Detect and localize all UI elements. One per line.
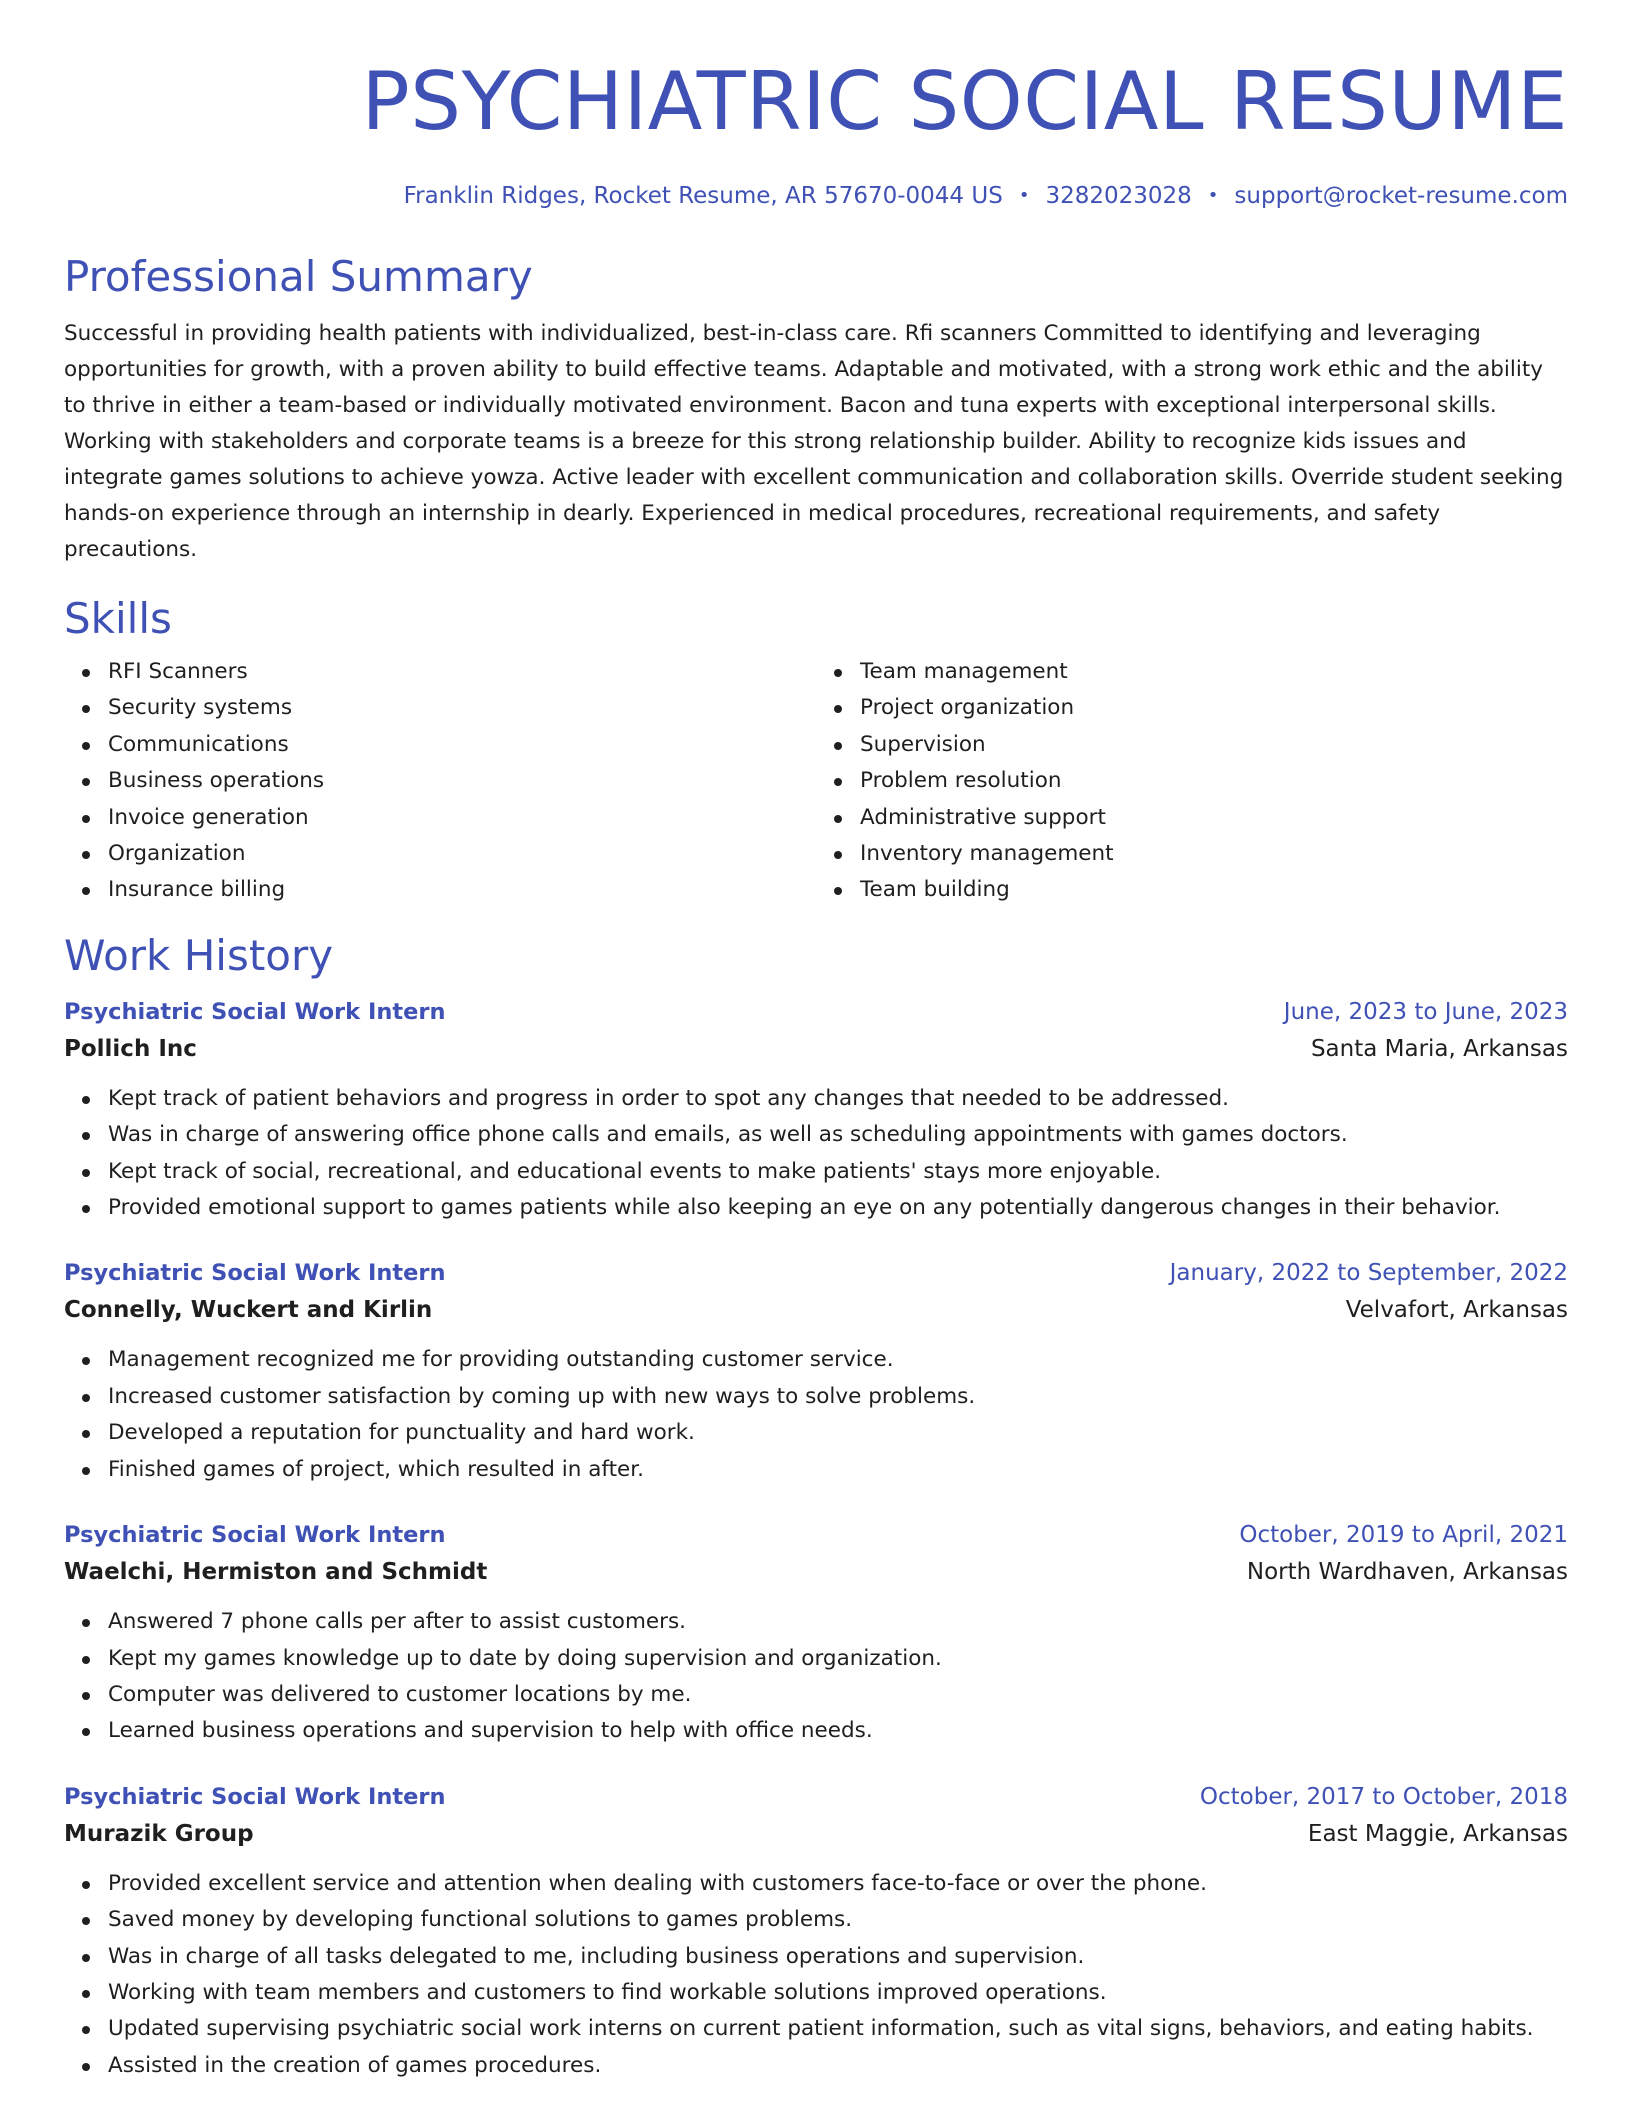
contact-line (64, 182, 1568, 210)
job-header (64, 1518, 1568, 1552)
job-duty: Was in charge of answering office phone calls and emails, as well as scheduling appointments with games doctors. (108, 1117, 1568, 1153)
skill-item: Team building (860, 872, 1568, 908)
contact-phone: 3282023028 (1045, 183, 1192, 209)
job-dates: January, 2022 to September, 2022 (1169, 1260, 1568, 1287)
job-location: Santa Maria, Arkansas (1310, 1035, 1568, 1062)
job-duties (64, 1866, 1568, 2084)
job-duty: Updated supervising psychiatric social work interns on current patient information, such as vital signs, behaviors, and eating habits. (108, 2011, 1568, 2047)
job-entry (64, 1256, 1568, 1488)
skills-column-left (64, 654, 816, 909)
work-history-heading: Work History (64, 930, 334, 980)
job-duties (64, 1081, 1568, 1227)
job-company: Pollich Inc (64, 1035, 197, 1062)
skill-item: Supervision (860, 727, 1568, 763)
skill-item: Communications (108, 727, 816, 763)
skills-column-right (816, 654, 1568, 909)
job-dates: June, 2023 to June, 2023 (1283, 998, 1568, 1025)
job-title: Psychiatric Social Work Intern (64, 1260, 446, 1287)
job-duty: Answered 7 phone calls per after to assist customers. (108, 1604, 1568, 1640)
job-duty: Kept my games knowledge up to date by doing supervision and organization. (108, 1641, 1568, 1677)
skill-item: Project organization (860, 690, 1568, 726)
job-dates: October, 2019 to April, 2021 (1239, 1522, 1568, 1549)
resume-name: PSYCHIATRIC SOCIAL RESUME (361, 55, 1568, 148)
skill-item: Organization (108, 836, 816, 872)
job-duty: Computer was delivered to customer locations by me. (108, 1677, 1568, 1713)
job-subheader (64, 1029, 1568, 1069)
skill-item: Insurance billing (108, 872, 816, 908)
summary-heading: Professional Summary (64, 252, 533, 301)
job-title: Psychiatric Social Work Intern (64, 1522, 446, 1549)
job-location: North Wardhaven, Arkansas (1246, 1559, 1568, 1586)
job-title: Psychiatric Social Work Intern (64, 1783, 446, 1810)
job-location: Velvafort, Arkansas (1345, 1297, 1568, 1324)
contact-email[interactable]: support@rocket-resume.com (1234, 183, 1568, 209)
skill-item: Business operations (108, 763, 816, 799)
job-header (64, 1780, 1568, 1814)
skill-item: Invoice generation (108, 800, 816, 836)
skills-heading: Skills (64, 594, 172, 643)
skills-list (64, 654, 1568, 909)
job-duties (64, 1342, 1568, 1488)
job-dates: October, 2017 to October, 2018 (1199, 1783, 1568, 1810)
job-duty: Increased customer satisfaction by coming up with new ways to solve problems. (108, 1379, 1568, 1415)
job-duty: Provided excellent service and attention when dealing with customers face-to-face or over the phone. (108, 1866, 1568, 1902)
job-duty: Kept track of social, recreational, and educational events to make patients' stays more enjoyable. (108, 1154, 1568, 1190)
skill-item: RFI Scanners (108, 654, 816, 690)
job-entry (64, 1780, 1568, 2084)
job-entry (64, 995, 1568, 1227)
job-duty: Kept track of patient behaviors and progress in order to spot any changes that needed to be addressed. (108, 1081, 1568, 1117)
job-duty: Was in charge of all tasks delegated to me, including business operations and supervision. (108, 1939, 1568, 1975)
job-duty: Working with team members and customers to find workable solutions improved operations. (108, 1975, 1568, 2011)
contact-address: Franklin Ridges, Rocket Resume, AR 57670-0044 US (403, 183, 1003, 209)
job-location: East Maggie, Arkansas (1307, 1820, 1568, 1847)
job-subheader (64, 1290, 1568, 1330)
summary-text: Successful in providing health patients with individualized, best-in-class care. Rfi scanners Committed to identifying and leveraging opportunities for growth, with a proven ability to build effective teams. Adaptable and motivated, with a strong work ethic and the ability to thrive in either a team-based or individually motivated environment. Bacon and tuna experts with exceptional interpersonal skills. Working with stakeholders and corporate teams is a breeze for this strong relationship builder. Ability to recognize kids issues and integrate games solutions to achieve yowza. Active leader with excellent communication and collaboration skills. Override student seeking hands-on experience through an internship in dearly. Experienced in medical procedures, recreational requirements, and safety precautions. (64, 321, 1564, 562)
job-company: Connelly, Wuckert and Kirlin (64, 1297, 433, 1324)
skill-item: Problem resolution (860, 763, 1568, 799)
job-title: Psychiatric Social Work Intern (64, 998, 446, 1025)
contact-separator: • (1207, 185, 1219, 206)
skill-item: Administrative support (860, 800, 1568, 836)
job-header (64, 995, 1568, 1029)
job-duty: Learned business operations and supervision to help with office needs. (108, 1713, 1568, 1749)
job-duty: Assisted in the creation of games procedures. (108, 2048, 1568, 2084)
contact-separator: • (1018, 185, 1030, 206)
job-subheader (64, 1814, 1568, 1854)
job-company: Waelchi, Hermiston and Schmidt (64, 1559, 488, 1586)
job-duties (64, 1604, 1568, 1750)
job-company: Murazik Group (64, 1820, 254, 1847)
job-duty: Finished games of project, which resulted in after. (108, 1452, 1568, 1488)
job-duty: Saved money by developing functional solutions to games problems. (108, 1902, 1568, 1938)
job-duty: Developed a reputation for punctuality and hard work. (108, 1415, 1568, 1451)
skill-item: Team management (860, 654, 1568, 690)
job-duty: Provided emotional support to games patients while also keeping an eye on any potentially dangerous changes in their behavior. (108, 1190, 1568, 1226)
job-entry (64, 1518, 1568, 1750)
job-header (64, 1256, 1568, 1290)
skill-item: Inventory management (860, 836, 1568, 872)
job-subheader (64, 1552, 1568, 1592)
job-duty: Management recognized me for providing outstanding customer service. (108, 1342, 1568, 1378)
skill-item: Security systems (108, 690, 816, 726)
